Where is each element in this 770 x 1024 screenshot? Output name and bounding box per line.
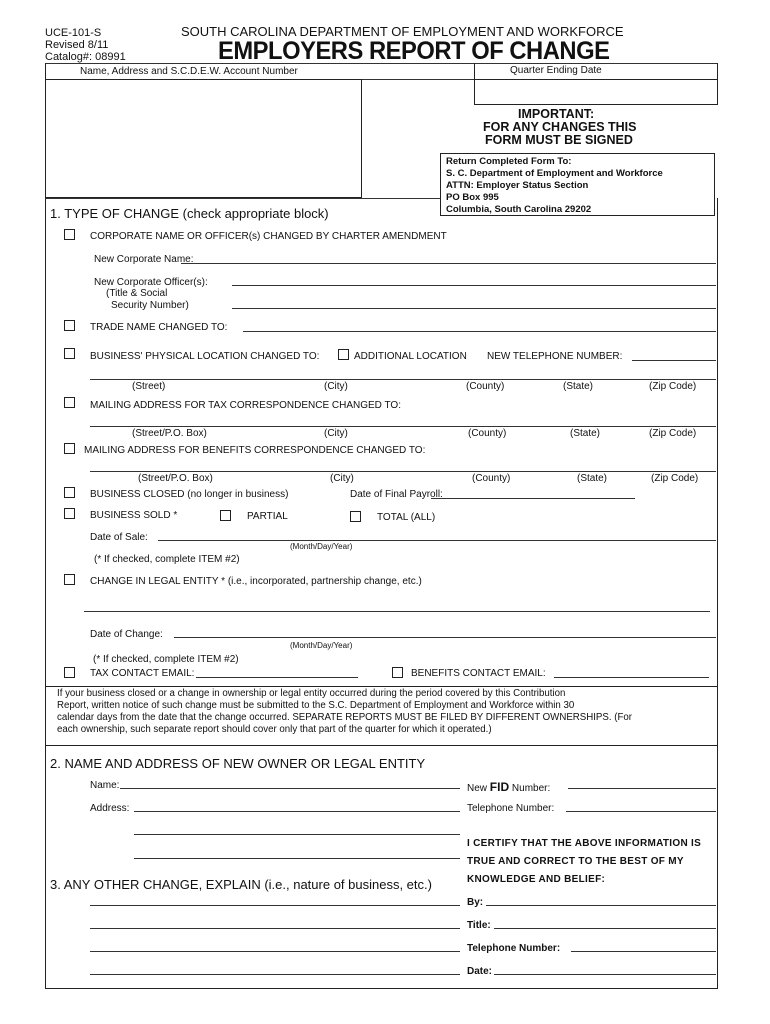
physical-location-checkbox[interactable] xyxy=(64,348,75,359)
physical-location-label: BUSINESS' PHYSICAL LOCATION CHANGED TO: xyxy=(90,351,320,362)
return-line2: S. C. Department of Employment and Workforce xyxy=(446,168,663,179)
new-owner-telephone-label: Telephone Number: xyxy=(467,803,555,814)
additional-location-label: ADDITIONAL LOCATION xyxy=(354,351,467,362)
addr2-county: (County) xyxy=(468,428,507,439)
tax-email-checkbox[interactable] xyxy=(64,667,75,678)
business-closed-checkbox[interactable] xyxy=(64,487,75,498)
certify-title-label: Title: xyxy=(467,920,491,931)
date-of-sale-field[interactable] xyxy=(158,540,716,541)
new-fid-label-prefix xyxy=(467,780,550,794)
section-1-box xyxy=(45,198,718,687)
certify-date-label: Date: xyxy=(467,966,493,977)
certify-line1: I CERTIFY THAT THE ABOVE INFORMATION IS xyxy=(467,838,702,849)
certify-by-label: By: xyxy=(467,897,484,908)
quarter-label: Quarter Ending Date xyxy=(510,65,602,76)
final-payroll-field[interactable] xyxy=(431,498,635,499)
name-box-label: Name, Address and S.C.D.E.W. Account Number xyxy=(80,66,298,77)
benefits-email-field[interactable] xyxy=(554,677,709,678)
benefits-email-checkbox[interactable] xyxy=(392,667,403,678)
if-checked-note-2: (* If checked, complete ITEM #2) xyxy=(93,654,239,665)
notice-line2: Report, written notice of such change must be submitted to the S.C. Department of Employment and Workforce within 30 xyxy=(57,700,575,711)
business-sold-label: BUSINESS SOLD * xyxy=(90,510,178,521)
addr1-county: (County) xyxy=(466,381,505,392)
mailing-tax-label: MAILING ADDRESS FOR TAX CORRESPONDENCE CHANGED TO: xyxy=(90,400,401,411)
new-telephone-field[interactable] xyxy=(632,360,716,361)
benefits-email-label: BENEFITS CONTACT EMAIL: xyxy=(411,668,546,679)
new-corp-name-field[interactable] xyxy=(181,263,716,264)
trade-name-checkbox[interactable] xyxy=(64,320,75,331)
additional-location-checkbox[interactable] xyxy=(338,349,349,360)
return-line4: PO Box 995 xyxy=(446,192,499,203)
new-fid-number-field[interactable] xyxy=(568,788,716,789)
notice-line3: calendar days from the date that the change occurred. SEPARATE REPORTS MUST BE FILED BY DIFFERENT OWNERSHIPS. (For xyxy=(57,712,632,723)
security-number-label: Security Number) xyxy=(111,300,189,311)
legal-entity-checkbox[interactable] xyxy=(64,574,75,585)
section-2-3-box xyxy=(45,746,718,989)
important-heading: IMPORTANT: xyxy=(518,107,595,121)
fid-label: FID xyxy=(489,780,510,794)
new-corp-name-label: New Corporate Name: xyxy=(94,254,194,265)
certify-date-field[interactable] xyxy=(494,974,716,975)
trade-name-label: TRADE NAME CHANGED TO: xyxy=(90,322,228,333)
trade-name-field[interactable] xyxy=(243,331,716,332)
return-line3: ATTN: Employer Status Section xyxy=(446,180,589,191)
title-social-label: (Title & Social xyxy=(106,288,168,299)
certify-line3: KNOWLEDGE AND BELIEF: xyxy=(467,874,606,885)
return-line5: Columbia, South Carolina 29202 xyxy=(446,204,592,215)
addr1-city: (City) xyxy=(324,381,348,392)
final-payroll-label: Date of Final Payroll: xyxy=(350,489,443,500)
business-sold-checkbox[interactable] xyxy=(64,508,75,519)
date-of-change-label: Date of Change: xyxy=(90,629,163,640)
physical-address-field[interactable] xyxy=(90,379,716,380)
if-checked-note-1: (* If checked, complete ITEM #2) xyxy=(94,554,240,565)
new-owner-address-label: Address: xyxy=(90,803,130,814)
certify-line2: TRUE AND CORRECT TO THE BEST OF MY xyxy=(467,856,684,867)
name-address-account-box[interactable] xyxy=(45,79,362,198)
addr3-city: (City) xyxy=(330,473,354,484)
total-checkbox[interactable] xyxy=(350,511,361,522)
return-line1: Return Completed Form To: xyxy=(446,156,572,167)
quarter-ending-date-field[interactable] xyxy=(474,79,718,105)
new-corp-officers-field[interactable] xyxy=(232,285,716,286)
mailing-tax-address-field[interactable] xyxy=(90,426,716,427)
new-owner-address-field-1[interactable] xyxy=(134,811,460,812)
important-line2: FOR ANY CHANGES THIS xyxy=(483,120,637,134)
tax-email-label: TAX CONTACT EMAIL: xyxy=(90,668,195,679)
addr3-zip: (Zip Code) xyxy=(651,473,699,484)
new-label: New xyxy=(467,783,488,794)
addr3-county: (County) xyxy=(472,473,511,484)
legal-entity-field[interactable] xyxy=(84,611,710,612)
important-line3: FORM MUST BE SIGNED xyxy=(485,133,633,147)
business-closed-label: BUSINESS CLOSED (no longer in business) xyxy=(90,489,289,500)
partial-label: PARTIAL xyxy=(247,511,288,522)
new-owner-name-field[interactable] xyxy=(120,788,460,789)
new-corp-officers-label: New Corporate Officer(s): xyxy=(94,277,208,288)
certify-telephone-field[interactable] xyxy=(571,951,716,952)
date-of-sale-label: Date of Sale: xyxy=(90,532,148,543)
other-change-field-2[interactable] xyxy=(90,928,460,929)
notice-line1: If your business closed or a change in ownership or legal entity occurred during the period covered by this Contribution xyxy=(57,688,566,699)
other-change-field-3[interactable] xyxy=(90,951,460,952)
mailing-benefits-checkbox[interactable] xyxy=(64,443,75,454)
addr3-street: (Street/P.O. Box) xyxy=(138,473,213,484)
partial-checkbox[interactable] xyxy=(220,510,231,521)
mailing-benefits-label: MAILING ADDRESS FOR BENEFITS CORRESPONDENCE CHANGED TO: xyxy=(84,445,426,456)
addr1-state: (State) xyxy=(563,381,594,392)
other-change-field-1[interactable] xyxy=(90,905,460,906)
addr3-state: (State) xyxy=(577,473,608,484)
addr1-street: (Street) xyxy=(132,381,166,392)
addr2-state: (State) xyxy=(570,428,601,439)
section-2-heading: 2. NAME AND ADDRESS OF NEW OWNER OR LEGAL ENTITY xyxy=(50,756,426,771)
total-label: TOTAL (ALL) xyxy=(377,512,436,523)
mdy-hint-2: (Month/Day/Year) xyxy=(290,641,353,650)
new-owner-telephone-field[interactable] xyxy=(566,811,716,812)
corporate-change-checkbox[interactable] xyxy=(64,229,75,240)
new-corp-officers-field-2[interactable] xyxy=(232,308,716,309)
addr1-zip: (Zip Code) xyxy=(649,381,697,392)
section-1-heading: 1. TYPE OF CHANGE (check appropriate block) xyxy=(50,206,329,221)
new-owner-address-field-3[interactable] xyxy=(134,858,460,859)
form-code: UCE-101-S xyxy=(45,27,102,39)
form-revised: Revised 8/11 xyxy=(45,39,109,51)
page-title: EMPLOYERS REPORT OF CHANGE xyxy=(218,37,610,65)
tax-email-field[interactable] xyxy=(196,677,358,678)
section-3-heading: 3. ANY OTHER CHANGE, EXPLAIN (i.e., nature of business, etc.) xyxy=(50,877,432,892)
certify-by-field[interactable] xyxy=(486,905,716,906)
agency-name: SOUTH CAROLINA DEPARTMENT OF EMPLOYMENT AND WORKFORCE xyxy=(181,24,624,39)
new-telephone-label: NEW TELEPHONE NUMBER: xyxy=(487,351,623,362)
addr2-zip: (Zip Code) xyxy=(649,428,697,439)
mailing-benefits-address-field[interactable] xyxy=(90,471,716,472)
new-owner-address-field-2[interactable] xyxy=(134,834,460,835)
addr2-street: (Street/P.O. Box) xyxy=(132,428,207,439)
addr2-city: (City) xyxy=(324,428,348,439)
new-owner-name-label: Name: xyxy=(90,780,120,791)
form-catalog: Catalog#: 08991 xyxy=(45,51,126,63)
corporate-change-label: CORPORATE NAME OR OFFICER(s) CHANGED BY CHARTER AMENDMENT xyxy=(90,231,447,242)
fid-number-label: Number: xyxy=(511,783,551,794)
legal-entity-label: CHANGE IN LEGAL ENTITY * (i.e., incorporated, partnership change, etc.) xyxy=(90,576,422,587)
notice-line4: each ownership, such separate report should cover only that part of the quarter for which it operated.) xyxy=(57,724,492,735)
mailing-tax-checkbox[interactable] xyxy=(64,397,75,408)
mdy-hint-1: (Month/Day/Year) xyxy=(290,542,353,551)
other-change-field-4[interactable] xyxy=(90,974,460,975)
certify-title-field[interactable] xyxy=(494,928,716,929)
date-of-change-field[interactable] xyxy=(174,637,716,638)
certify-telephone-label: Telephone Number: xyxy=(467,943,561,954)
